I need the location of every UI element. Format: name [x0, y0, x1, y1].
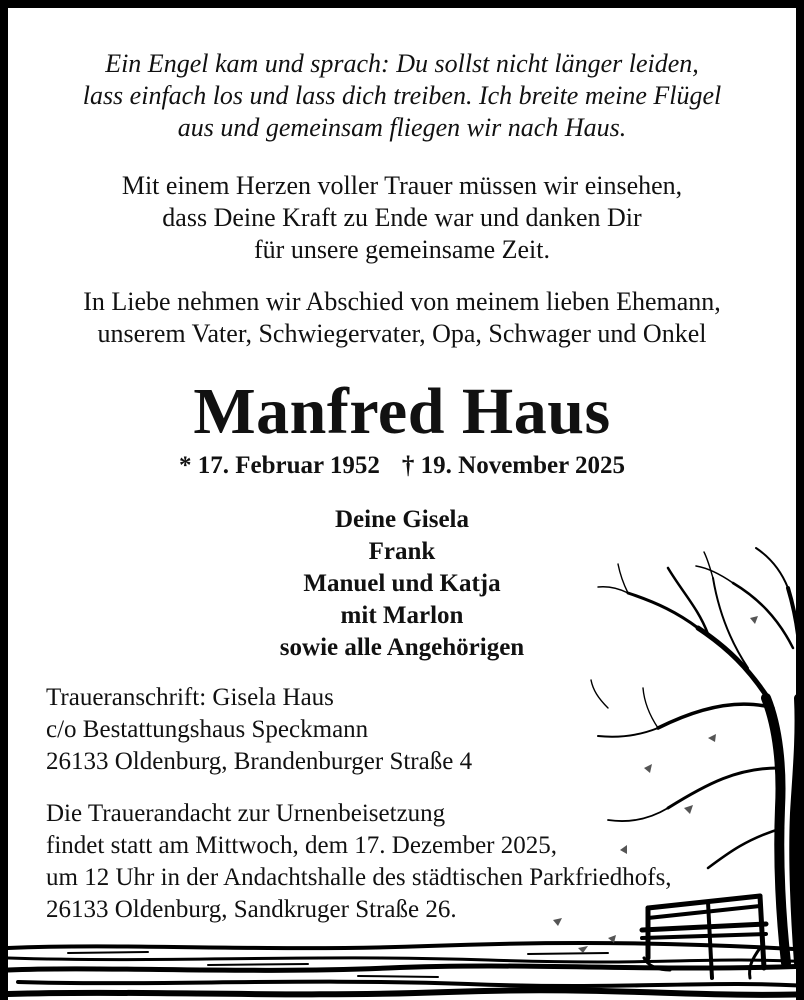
service-details: [46, 798, 672, 926]
mourner-name: mit Marlon: [340, 602, 464, 629]
address-line: Traueranschrift: Gisela Haus: [46, 684, 334, 711]
intro-paragraph: [8, 170, 796, 266]
address-line: c/o Bestattungshaus Speckmann: [46, 716, 369, 743]
life-dates: [8, 450, 796, 482]
mourners-list: [8, 504, 796, 664]
intro-line: für unsere gemeinsame Zeit.: [254, 235, 550, 264]
poem-line: Ein Engel kam und sprach: Du sollst nicht länger leiden,: [105, 49, 699, 78]
death-date: † 19. November 2025: [401, 452, 626, 479]
farewell-line: unserem Vater, Schwiegervater, Opa, Schwager und Onkel: [97, 319, 707, 348]
birth-date: * 17. Februar 1952: [178, 452, 380, 479]
intro-line: Mit einem Herzen voller Trauer müssen wir einsehen,: [121, 171, 683, 200]
service-line: um 12 Uhr in der Andachtshalle des städtischen Parkfriedhofs,: [46, 864, 672, 891]
service-line: findet statt am Mittwoch, dem 17. Dezember 2025,: [46, 832, 557, 859]
poem-line: lass einfach los und lass dich treiben. Ich breite meine Flügel: [82, 81, 722, 110]
deceased-name: Manfred Haus: [193, 375, 611, 448]
service-line: 26133 Oldenburg, Sandkruger Straße 26.: [46, 896, 457, 923]
mourning-address: [46, 682, 472, 778]
farewell-line: In Liebe nehmen wir Abschied von meinem lieben Ehemann,: [83, 287, 721, 316]
farewell-paragraph: [8, 286, 796, 350]
poem-verse: [8, 48, 796, 144]
service-line: Die Trauerandacht zur Urnenbeisetzung: [46, 800, 446, 827]
mourner-name: Manuel und Katja: [303, 570, 501, 597]
address-line: 26133 Oldenburg, Brandenburger Straße 4: [46, 748, 473, 775]
poem-line: aus und gemeinsam fliegen wir nach Haus.: [177, 113, 627, 142]
mourner-name: Deine Gisela: [334, 506, 469, 533]
ground-icon: [8, 943, 804, 1000]
mourner-name: Frank: [368, 538, 436, 565]
mourner-name: sowie alle Angehörigen: [279, 634, 525, 661]
intro-line: dass Deine Kraft zu Ende war und danken Dir: [162, 203, 642, 232]
